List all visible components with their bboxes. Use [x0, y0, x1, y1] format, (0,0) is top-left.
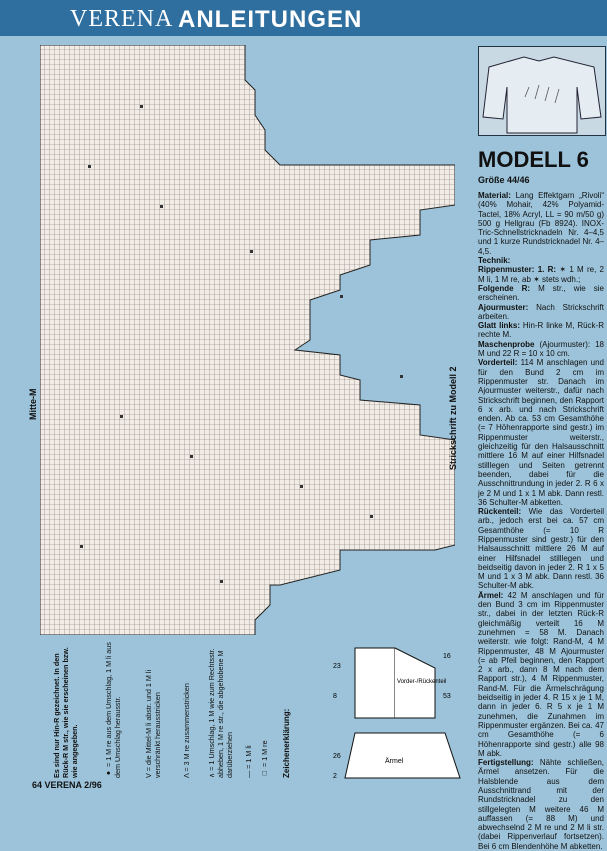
instructions-column — [478, 46, 604, 851]
legend-line: ● = 1 M re aus dem Umschlag, 1 M li aus dem Umschlag herausstr. — [104, 642, 122, 778]
knitting-chart — [40, 45, 455, 635]
schema-arm-label: Ärmel — [385, 758, 404, 765]
legend-line: — = 1 M li — [244, 745, 253, 778]
model-size: Größe 44/46 — [478, 175, 530, 185]
schema-measure: 53 — [443, 693, 451, 700]
section-title: ANLEITUNGEN — [178, 6, 363, 33]
legend-note: Es sind nur Hin-R gezeichnet. In den Rück-R M str., wie sie erscheinen bzw. wie angegeben. — [52, 647, 79, 778]
symbol-legend — [32, 638, 322, 778]
schema-vorder-label: Vorder-/Rückenteil — [397, 679, 447, 685]
legend-line: □ = 1 M re — [260, 740, 269, 778]
legend-line: Λ = 3 M re zusammenstricken — [182, 683, 191, 778]
sweater-illustration — [478, 46, 606, 136]
instructions-text: Material: Lang Effektgarn „Rivoli“ (40% Mohair, 42% Polyamid-Tactel, 18% Acryl, LL = 90 m/50 g) 500 g Hellgrau (Fb 8924). INOX-Tric-Schnellstricknadeln Nr. 4–4,5 und 1 kurze Rundstricknadel Nr. 4–4,5. Technik: Rippenmuster: 1. R: ✶ 1 M re, 2 M li, 1 M re, ab ✶ stets wdh.; Folgende R: M str., wie sie erscheinen. Ajourmuster: Nach Strickschrift arbeiten. Glatt links: Hin-R linke M, Rück-R rechte M. Maschenprobe (Ajourmuster): 18 M und 22 R = 10 x 10 cm. Vorderteil: 114 M anschlagen und für den Bund 2 cm im Rippenmuster str. Danach im Ajourmuster weiterstr., dafür nach Strickschrift beginnen, den Rapport 6 x arb. und nach Strickschrift enden. Ab ca. 53 cm Gesamthöhe (= 7 Höhenrapporte sind gestr.) im Rippenmuster weiterstr., gleichzeitig für den Halsausschnitt mittlere 16 M auf einer Hilfsnadel stilllegen und Seiten getrennt beenden, dabei für die Ausschnittrundung in jeder 2. R 6 x je 2 M und 1 x 1 M abk. Dann restl. 36 Schulter-M abketten. Rückenteil: Wie das Vorderteil arb., jedoch erst bei ca. 57 cm Gesamthöhe (= 10 R Rippenmuster sind gestr.) für den Halsausschnitt mittlere 26 M auf einer Hilfsnadel stilllegen und beidseitig davon in jeder 2. R 1 x 5 M und 1 x 3 M abk. Dann restl. 36 Schulter-M abk. Ärmel: 42 M anschlagen und für den Bund 3 cm im Rippenmuster str., dabei in der letzten Rück-R gleichmäßig verteilt 16 M zunehmen = 58 M. Danach weiterstr. wie folgt: Rand-M, 4 M Rippenmuster, 48 M Ajourmuster (= ab Pfeil beginnen, den Rapport 2 x arb., dann 8 M nach dem Rapport str.), 4 M Rippenmuster, Rand-M. Für die Ärmelschrägung beidseitig in jeder 4. R 15 x je 1 M, dann in jeder 6. R 5 x je 1 M zunehmen, die Zunahmen im Rippenmuster ergänzen. Bei ca. 47 cm Gesamthöhe (= 6 Höhenrapporte sind gestr.) alle 98 M abk. Fertigstellung: Nähte schließen, Ärmel ansetzen. Für die Halsblende aus dem Ausschnittrand mit der Rundstricknadel zu den stillgelegten M weitere 46 M auffassen (= 88 M) und abwechselnd 2 M re und 2 M li str. (dabei Rippenverlauf fortsetzen). Bei 6 cm Blendenhöhe M abketten. — [478, 191, 605, 851]
schema-measure: 8 — [333, 693, 337, 700]
legend-line: V = die Mittel-M li abstr. und 1 M li verschränkt herausstricken — [144, 669, 162, 778]
schema-measure: 26 — [333, 753, 341, 760]
legend-line: ∧ = 1 Umschlag, 1 M wie zum Rechtsstr. abheben, 1 M re str., die abgehobene M darüberziehen — [207, 648, 234, 778]
schema-measure: 23 — [333, 663, 341, 670]
page-footer: 64 VERENA 2/96 — [32, 780, 102, 790]
page-header — [0, 0, 607, 36]
chart-side-label: Strickschrift zu Modell 2 — [448, 366, 458, 470]
model-title: MODELL 6 — [478, 147, 589, 172]
schema-measure: 2 — [333, 773, 337, 780]
magazine-brand: VERENA — [70, 6, 174, 32]
schema-measure: 16 — [443, 653, 451, 660]
chart-grid — [40, 45, 455, 635]
pattern-schematic — [325, 638, 475, 788]
chart-center-label: Mitte-M — [28, 388, 38, 420]
legend-title: Zeichenerklärung: — [282, 708, 291, 778]
